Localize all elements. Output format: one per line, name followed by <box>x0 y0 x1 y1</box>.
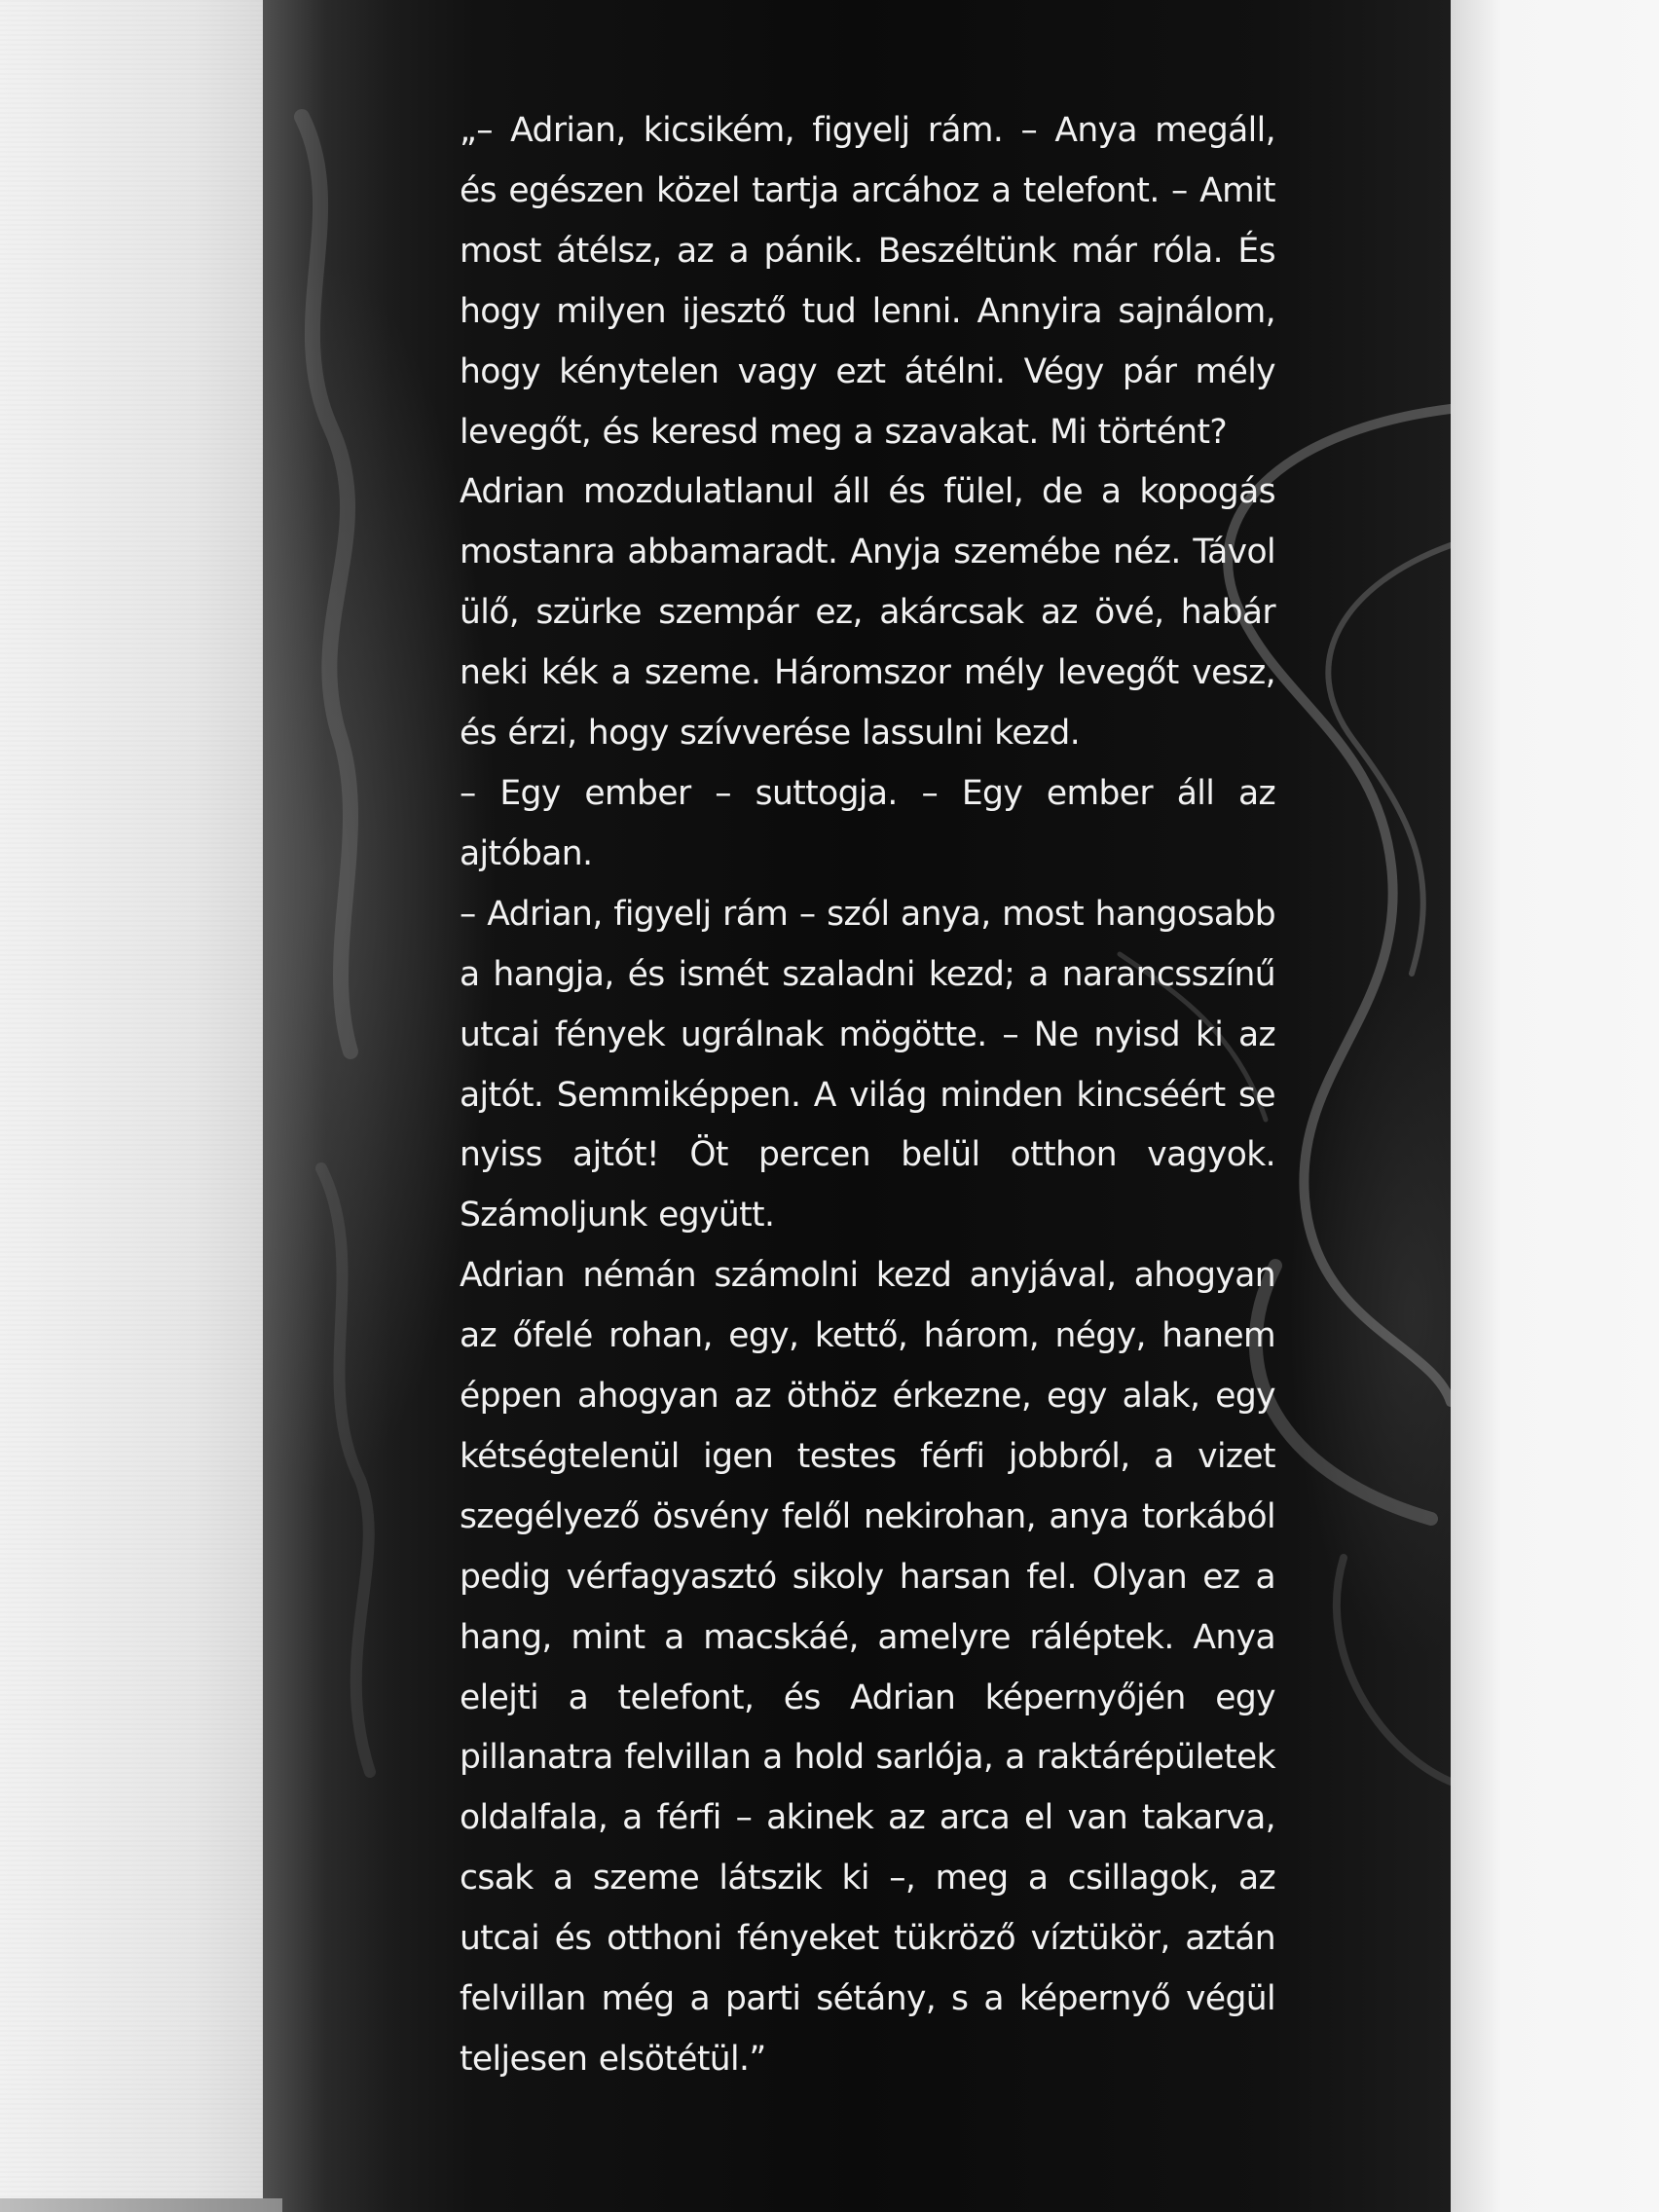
paragraph: „– Adrian, kicsikém, figyelj rám. – Anya megáll, és egészen közel tartja arcához a telefont. – Amit most átélsz, az a pánik. Beszéltünk már róla. És hogy milyen ijesztő tud lenni. Annyira sajnálom, hogy kénytelen vagy ezt átélni. Végy pár mély levegőt, és keresd meg a szavakat. Mi történt? <box>460 111 1275 452</box>
left-page-edge <box>0 0 273 2212</box>
paragraph: – Adrian, figyelj rám – szól anya, most hangosabb a hangja, és ismét szaladni kezd; a narancsszínű utcai fények ugrálnak mögötte. – Ne nyisd ki az ajtót. Semmiképpen. A világ minden kincséért se nyiss ajtót! Öt percen belül otthon vagyok. Számoljunk együtt. <box>460 894 1275 1235</box>
paragraph: – Egy ember – suttogja. – Egy ember áll az ajtóban. <box>460 773 1275 873</box>
bottom-page-strip <box>0 2198 282 2212</box>
book-cover-panel <box>263 0 1451 2212</box>
excerpt-text-block <box>460 101 1275 2090</box>
paragraph: Adrian némán számolni kezd anyjával, ahogyan az őfelé rohan, egy, kettő, három, négy, hanem éppen ahogyan az öthöz érkezne, egy alak, egy kétségtelenül igen testes férfi jobbról, a vizet szegélyező ösvény felől nekirohan, anya torkából pedig vérfagyasztó sikoly harsan fel. Olyan ez a hang, mint a macskáé, amelyre ráléptek. Anya elejti a telefont, és Adrian képernyőjén egy pillanatra felvillan a hold sarlója, a raktárépületek oldalfala, a férfi – akinek az arca el van takarva, csak a szeme látszik ki –, meg a csillagok, az utcai és otthoni fényeket tükröző víztükör, aztán felvillan még a parti sétány, s a képernyő végül teljesen elsötétül.” <box>460 1256 1275 2079</box>
right-page-edge <box>1449 0 1659 2212</box>
paragraph: Adrian mozdulatlanul áll és fülel, de a kopogás mostanra abbamaradt. Anyja szemébe néz. Távol ülő, szürke szempár ez, akárcsak az övé, habár neki kék a szeme. Háromszor mély levegőt vesz, és érzi, hogy szívverése lassulni kezd. <box>460 472 1275 754</box>
